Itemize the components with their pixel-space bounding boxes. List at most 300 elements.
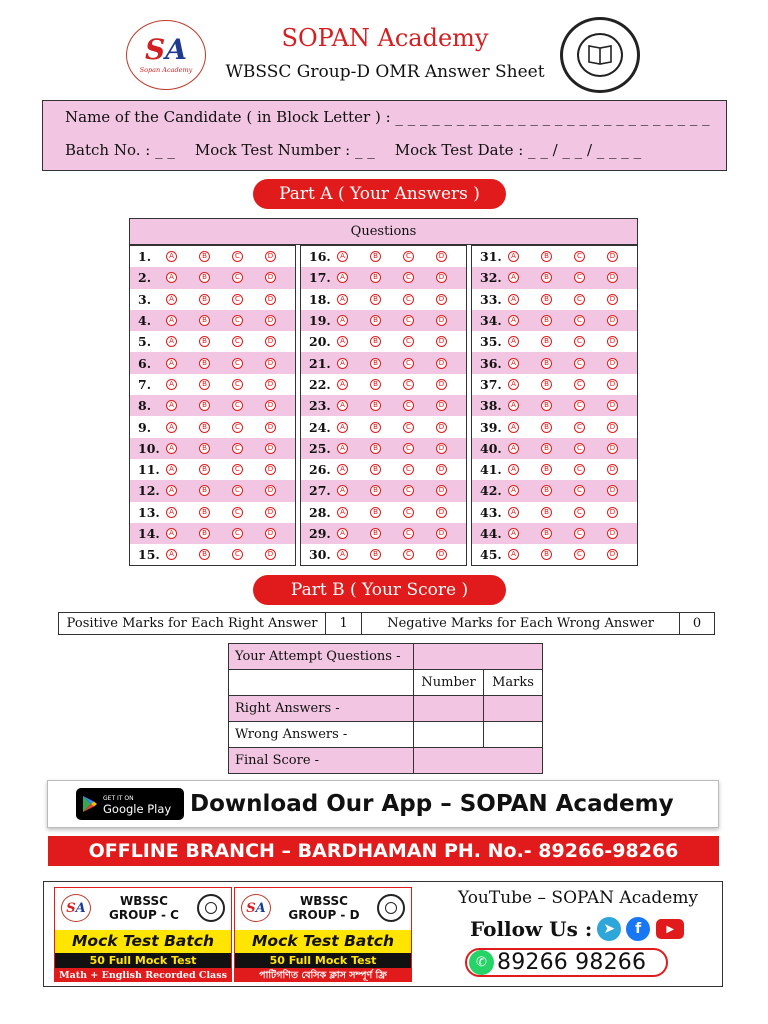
question-number: 32. <box>480 270 502 286</box>
candidate-name-field: Name of the Candidate ( in Block Letter ) : _ _ _ _ _ _ _ _ _ _ _ _ _ _ _ _ _ _ _ _ _ _ _ _ _ _ <box>65 108 710 126</box>
question-row <box>301 352 466 373</box>
card-note-label: Math + English Recorded Class <box>55 968 231 982</box>
answer-bubble-b[interactable]: B <box>370 294 381 305</box>
answer-bubble-b[interactable]: B <box>199 294 210 305</box>
answer-bubble-a[interactable]: A <box>337 294 348 305</box>
card-group-line1: WBSSC <box>120 894 168 908</box>
answer-bubble-b[interactable]: B <box>199 336 210 347</box>
youtube-channel-text: YouTube – SOPAN Academy <box>457 888 699 908</box>
answer-bubble-a[interactable]: A <box>337 528 348 539</box>
answer-bubble-a[interactable]: A <box>166 251 177 262</box>
answer-bubble-a[interactable]: A <box>166 464 177 475</box>
question-number: 13. <box>138 504 160 520</box>
answer-bubble-b[interactable]: B <box>541 272 552 283</box>
question-row <box>301 459 466 480</box>
question-number: 4. <box>138 313 152 329</box>
answer-bubble-c[interactable]: C <box>574 315 585 326</box>
right-answers-marks[interactable] <box>484 696 543 722</box>
answer-bubble-d[interactable]: D <box>607 549 618 560</box>
question-number: 37. <box>480 376 502 392</box>
answer-bubble-d[interactable]: D <box>607 358 618 369</box>
answer-bubble-d[interactable]: D <box>265 443 276 454</box>
question-row <box>130 480 295 501</box>
answer-bubble-b[interactable]: B <box>370 358 381 369</box>
answer-bubble-a[interactable]: A <box>166 422 177 433</box>
google-play-badge[interactable] <box>76 788 184 820</box>
answer-bubble-a[interactable]: A <box>337 443 348 454</box>
answer-bubble-b[interactable]: B <box>541 507 552 518</box>
question-number: 41. <box>480 462 502 478</box>
right-answers-number[interactable] <box>414 696 484 722</box>
answer-bubble-d[interactable]: D <box>607 315 618 326</box>
follow-us-label: Follow Us : <box>470 917 593 941</box>
answer-bubble-c[interactable]: C <box>232 400 243 411</box>
answer-bubble-d[interactable]: D <box>265 422 276 433</box>
question-number: 14. <box>138 526 160 541</box>
answer-bubble-c[interactable]: C <box>574 485 585 496</box>
question-row <box>130 246 295 267</box>
answer-bubble-a[interactable]: A <box>166 379 177 390</box>
answer-bubble-b[interactable]: B <box>370 464 381 475</box>
question-row <box>130 374 295 395</box>
answer-bubble-c[interactable]: C <box>574 507 585 518</box>
answer-bubble-b[interactable]: B <box>199 549 210 560</box>
answer-bubble-b[interactable]: B <box>370 528 381 539</box>
question-number: 26. <box>309 462 331 478</box>
answer-bubble-d[interactable]: D <box>436 528 447 539</box>
answer-bubble-c[interactable]: C <box>403 315 414 326</box>
answer-bubble-a[interactable]: A <box>166 294 177 305</box>
answer-bubble-a[interactable]: A <box>337 251 348 262</box>
answer-bubble-a[interactable]: A <box>337 485 348 496</box>
question-number: 31. <box>480 249 502 265</box>
answer-bubble-a[interactable]: A <box>166 358 177 369</box>
answer-bubble-d[interactable]: D <box>607 464 618 475</box>
question-row <box>130 310 295 331</box>
question-row <box>301 480 466 501</box>
question-number: 6. <box>138 355 152 371</box>
answer-bubble-c[interactable]: C <box>574 379 585 390</box>
question-row <box>472 331 637 352</box>
answer-bubble-a[interactable]: A <box>166 336 177 347</box>
answer-bubble-a[interactable]: A <box>337 549 348 560</box>
question-number: 44. <box>480 526 502 541</box>
answer-bubble-d[interactable]: D <box>436 251 447 262</box>
card-note-label: পাটিগণিত বেসিক ক্লাস সম্পূর্ণ ফ্রি <box>235 968 411 982</box>
answer-bubble-d[interactable]: D <box>607 400 618 411</box>
answer-bubble-a[interactable]: A <box>337 400 348 411</box>
wrong-answers-number[interactable] <box>414 722 484 748</box>
answer-bubble-d[interactable]: D <box>436 379 447 390</box>
answer-bubble-b[interactable]: B <box>541 528 552 539</box>
answer-bubble-d[interactable]: D <box>265 485 276 496</box>
answer-bubble-c[interactable]: C <box>574 464 585 475</box>
answer-bubble-c[interactable]: C <box>403 336 414 347</box>
question-row <box>301 544 466 565</box>
answer-bubble-b[interactable]: B <box>199 464 210 475</box>
attempt-questions-label: Your Attempt Questions - <box>229 644 414 670</box>
answer-bubble-a[interactable]: A <box>508 400 519 411</box>
answer-bubble-a[interactable]: A <box>166 443 177 454</box>
answer-bubble-c[interactable]: C <box>574 336 585 347</box>
answer-bubble-c[interactable]: C <box>403 358 414 369</box>
sopan-logo-small <box>241 894 271 922</box>
question-number: 23. <box>309 398 331 414</box>
questions-header: Questions <box>129 218 638 245</box>
question-number: 2. <box>138 270 152 286</box>
answer-bubble-c[interactable]: C <box>232 272 243 283</box>
answer-bubble-b[interactable]: B <box>199 528 210 539</box>
answer-bubble-a[interactable]: A <box>508 272 519 283</box>
answer-bubble-a[interactable]: A <box>337 336 348 347</box>
answer-bubble-a[interactable]: A <box>337 507 348 518</box>
candidate-info-box <box>42 100 727 171</box>
question-row <box>130 459 295 480</box>
answer-bubble-a[interactable]: A <box>508 507 519 518</box>
answer-bubble-d[interactable]: D <box>436 443 447 454</box>
answer-bubble-c[interactable]: C <box>574 549 585 560</box>
answer-bubble-d[interactable]: D <box>607 294 618 305</box>
answer-bubble-c[interactable]: C <box>403 400 414 411</box>
answer-bubble-c[interactable]: C <box>232 251 243 262</box>
negative-marks-label: Negative Marks for Each Wrong Answer <box>362 613 680 634</box>
question-number: 30. <box>309 547 331 563</box>
answer-bubble-a[interactable]: A <box>337 358 348 369</box>
answer-bubble-d[interactable]: D <box>436 400 447 411</box>
question-row <box>472 544 637 565</box>
question-row <box>301 438 466 459</box>
question-number: 34. <box>480 313 502 329</box>
download-app-banner[interactable] <box>47 780 719 828</box>
group-d-promo-card[interactable] <box>234 887 412 982</box>
question-number: 27. <box>309 483 331 499</box>
answer-bubble-b[interactable]: B <box>541 400 552 411</box>
answer-bubble-d[interactable]: D <box>607 507 618 518</box>
answer-bubble-d[interactable]: D <box>436 336 447 347</box>
answer-bubble-d[interactable]: D <box>607 422 618 433</box>
answer-bubble-a[interactable]: A <box>166 315 177 326</box>
answer-bubble-b[interactable]: B <box>541 251 552 262</box>
question-number: 8. <box>138 398 152 414</box>
question-row <box>472 502 637 523</box>
answer-bubble-a[interactable]: A <box>508 549 519 560</box>
answer-bubble-c[interactable]: C <box>574 422 585 433</box>
telegram-icon[interactable]: ➤ <box>597 917 621 941</box>
answer-bubble-b[interactable]: B <box>199 400 210 411</box>
question-number: 17. <box>309 270 331 286</box>
answer-bubble-d[interactable]: D <box>607 251 618 262</box>
answer-bubble-d[interactable]: D <box>436 294 447 305</box>
question-row <box>130 502 295 523</box>
answer-bubble-d[interactable]: D <box>265 336 276 347</box>
answer-bubble-d[interactable]: D <box>607 379 618 390</box>
answer-bubble-a[interactable]: A <box>337 464 348 475</box>
answer-bubble-b[interactable]: B <box>199 443 210 454</box>
answer-bubble-a[interactable]: A <box>508 528 519 539</box>
answer-bubble-a[interactable]: A <box>337 315 348 326</box>
question-row <box>472 480 637 501</box>
answer-bubble-b[interactable]: B <box>199 315 210 326</box>
answer-bubble-b[interactable]: B <box>199 507 210 518</box>
answer-bubble-a[interactable]: A <box>508 294 519 305</box>
whatsapp-phone-pill[interactable] <box>465 948 668 977</box>
question-row <box>130 267 295 288</box>
answer-bubble-d[interactable]: D <box>607 443 618 454</box>
answer-bubble-d[interactable]: D <box>265 251 276 262</box>
answer-bubble-b[interactable]: B <box>541 379 552 390</box>
question-number: 21. <box>309 355 331 371</box>
answer-bubble-c[interactable]: C <box>574 272 585 283</box>
answer-bubble-d[interactable]: D <box>265 549 276 560</box>
answer-bubble-c[interactable]: C <box>403 272 414 283</box>
question-row <box>301 331 466 352</box>
answer-bubble-b[interactable]: B <box>370 251 381 262</box>
answer-bubble-d[interactable]: D <box>436 422 447 433</box>
question-number: 20. <box>309 334 331 350</box>
question-number: 15. <box>138 547 160 563</box>
answer-bubble-a[interactable]: A <box>508 379 519 390</box>
answer-bubble-c[interactable]: C <box>574 443 585 454</box>
answer-bubble-c[interactable]: C <box>403 294 414 305</box>
google-play-icon <box>82 795 98 813</box>
answer-bubble-c[interactable]: C <box>232 485 243 496</box>
answer-bubble-c[interactable]: C <box>403 528 414 539</box>
answer-bubble-c[interactable]: C <box>403 485 414 496</box>
question-row <box>130 352 295 373</box>
answer-bubble-c[interactable]: C <box>232 422 243 433</box>
question-number: 12. <box>138 483 160 499</box>
answer-bubble-b[interactable]: B <box>370 549 381 560</box>
answer-bubble-d[interactable]: D <box>607 272 618 283</box>
answer-bubble-a[interactable]: A <box>337 272 348 283</box>
logo-a: A <box>165 33 187 66</box>
batch-number-field: Batch No. : _ _ <box>65 141 175 159</box>
marks-scheme-bar <box>58 612 715 635</box>
google-play-small-text: GET IT ON <box>103 795 134 802</box>
answer-bubble-d[interactable]: D <box>265 358 276 369</box>
part-a-heading: Part A ( Your Answers ) <box>253 179 506 209</box>
question-row <box>301 246 466 267</box>
answer-bubble-b[interactable]: B <box>541 549 552 560</box>
question-number: 25. <box>309 440 331 456</box>
question-row <box>130 395 295 416</box>
answer-bubble-a[interactable]: A <box>508 443 519 454</box>
right-answers-label: Right Answers - <box>229 696 414 722</box>
answer-bubble-b[interactable]: B <box>199 251 210 262</box>
logo-s: S <box>145 33 166 66</box>
question-row <box>130 331 295 352</box>
answer-bubble-c[interactable]: C <box>403 422 414 433</box>
question-number: 35. <box>480 334 502 350</box>
answer-bubble-b[interactable]: B <box>199 379 210 390</box>
answer-bubble-a[interactable]: A <box>508 251 519 262</box>
question-number: 10. <box>138 440 160 456</box>
answer-bubble-b[interactable]: B <box>541 315 552 326</box>
answer-bubble-a[interactable]: A <box>508 485 519 496</box>
answer-bubble-b[interactable]: B <box>541 422 552 433</box>
answer-bubble-a[interactable]: A <box>166 528 177 539</box>
answer-bubble-a[interactable]: A <box>508 336 519 347</box>
answer-bubble-b[interactable]: B <box>541 443 552 454</box>
wrong-answers-marks[interactable] <box>484 722 543 748</box>
answer-bubble-c[interactable]: C <box>574 528 585 539</box>
question-row <box>472 246 637 267</box>
question-number: 3. <box>138 291 152 307</box>
answer-bubble-c[interactable]: C <box>403 549 414 560</box>
answer-bubble-d[interactable]: D <box>607 528 618 539</box>
card-group-line1: WBSSC <box>300 894 348 908</box>
answer-bubble-d[interactable]: D <box>436 549 447 560</box>
promo-box <box>43 881 723 987</box>
question-number: 9. <box>138 419 152 435</box>
answer-bubble-d[interactable]: D <box>265 464 276 475</box>
answer-bubble-c[interactable]: C <box>232 315 243 326</box>
wbssc-seal-small-icon <box>377 894 405 922</box>
question-number: 29. <box>309 526 331 541</box>
answer-bubble-c[interactable]: C <box>232 549 243 560</box>
answer-bubble-c[interactable]: C <box>403 251 414 262</box>
answer-bubble-c[interactable]: C <box>232 294 243 305</box>
question-row <box>472 523 637 544</box>
question-number: 7. <box>138 376 152 392</box>
question-row <box>130 289 295 310</box>
answer-bubble-c[interactable]: C <box>403 379 414 390</box>
answer-bubble-c[interactable]: C <box>232 336 243 347</box>
answer-bubble-c[interactable]: C <box>232 379 243 390</box>
answer-bubble-c[interactable]: C <box>232 464 243 475</box>
question-number: 1. <box>138 249 152 265</box>
answer-bubble-d[interactable]: D <box>265 400 276 411</box>
mock-test-number-field: Mock Test Number : _ _ <box>194 141 375 159</box>
answer-bubble-d[interactable]: D <box>436 315 447 326</box>
answer-bubble-a[interactable]: A <box>337 379 348 390</box>
wrong-answers-label: Wrong Answers - <box>229 722 414 748</box>
question-column-2 <box>300 245 467 566</box>
part-b-heading: Part B ( Your Score ) <box>253 575 506 605</box>
question-row <box>130 438 295 459</box>
answer-bubble-d[interactable]: D <box>436 507 447 518</box>
answer-bubble-a[interactable]: A <box>337 422 348 433</box>
answer-bubble-c[interactable]: C <box>232 443 243 454</box>
answer-bubble-c[interactable]: C <box>574 400 585 411</box>
answer-bubble-c[interactable]: C <box>232 358 243 369</box>
answer-bubble-c[interactable]: C <box>403 507 414 518</box>
answer-bubble-d[interactable]: D <box>265 507 276 518</box>
answer-bubble-b[interactable]: B <box>370 422 381 433</box>
card-tests-label: 50 Full Mock Test <box>235 953 411 968</box>
answer-bubble-b[interactable]: B <box>370 272 381 283</box>
answer-bubble-b[interactable]: B <box>370 315 381 326</box>
answer-bubble-b[interactable]: B <box>199 358 210 369</box>
answer-bubble-c[interactable]: C <box>232 528 243 539</box>
question-row <box>472 438 637 459</box>
answer-bubble-d[interactable]: D <box>436 358 447 369</box>
answer-bubble-d[interactable]: D <box>436 485 447 496</box>
answer-bubble-c[interactable]: C <box>574 251 585 262</box>
mock-test-date-field: Mock Test Date : _ _ / _ _ / _ _ _ _ <box>394 141 642 159</box>
answer-bubble-b[interactable]: B <box>370 400 381 411</box>
answer-bubble-c[interactable]: C <box>232 507 243 518</box>
answer-bubble-a[interactable]: A <box>166 507 177 518</box>
question-row <box>301 374 466 395</box>
whatsapp-icon: ✆ <box>469 950 494 975</box>
answer-bubble-a[interactable]: A <box>166 549 177 560</box>
question-number: 42. <box>480 483 502 499</box>
answer-bubble-b[interactable]: B <box>199 422 210 433</box>
card-group-line2: GROUP - C <box>109 908 179 922</box>
candidate-details-row <box>65 141 641 159</box>
answer-bubble-d[interactable]: D <box>265 272 276 283</box>
answer-bubble-d[interactable]: D <box>436 272 447 283</box>
answer-bubble-a[interactable]: A <box>508 464 519 475</box>
answer-bubble-b[interactable]: B <box>541 464 552 475</box>
group-c-promo-card[interactable] <box>54 887 232 982</box>
attempt-questions-value[interactable] <box>414 644 543 670</box>
download-app-text: Download Our App – SOPAN Academy <box>190 791 674 817</box>
answer-bubble-c[interactable]: C <box>574 294 585 305</box>
answer-bubble-b[interactable]: B <box>370 379 381 390</box>
answer-bubble-a[interactable]: A <box>166 485 177 496</box>
final-score-value[interactable] <box>414 748 543 774</box>
positive-marks-label: Positive Marks for Each Right Answer <box>59 613 326 634</box>
answer-bubble-b[interactable]: B <box>199 485 210 496</box>
answer-bubble-a[interactable]: A <box>508 358 519 369</box>
question-row <box>472 459 637 480</box>
answer-bubble-a[interactable]: A <box>508 422 519 433</box>
question-row <box>472 289 637 310</box>
answer-bubble-b[interactable]: B <box>541 485 552 496</box>
answer-bubble-a[interactable]: A <box>166 400 177 411</box>
answer-bubble-c[interactable]: C <box>403 443 414 454</box>
question-number: 16. <box>309 249 331 265</box>
answer-bubble-b[interactable]: B <box>199 272 210 283</box>
answer-bubble-a[interactable]: A <box>508 315 519 326</box>
answer-bubble-d[interactable]: D <box>265 528 276 539</box>
question-number: 38. <box>480 398 502 414</box>
final-score-label: Final Score - <box>229 748 414 774</box>
sopan-logo-small <box>61 894 91 922</box>
answer-bubble-b[interactable]: B <box>370 507 381 518</box>
mini-logo-a: A <box>255 900 266 916</box>
question-row <box>301 289 466 310</box>
question-number: 36. <box>480 355 502 371</box>
card-batch-label: Mock Test Batch <box>235 930 411 953</box>
question-row <box>472 310 637 331</box>
answer-bubble-c[interactable]: C <box>403 464 414 475</box>
answer-bubble-d[interactable]: D <box>607 336 618 347</box>
offline-branch-banner: OFFLINE BRANCH – BARDHAMAN PH. No.- 89266-98266 <box>48 836 719 866</box>
wbssc-seal-icon <box>560 17 640 93</box>
youtube-icon[interactable]: ▶ <box>656 919 684 939</box>
answer-bubble-b[interactable]: B <box>370 336 381 347</box>
answer-bubble-c[interactable]: C <box>574 358 585 369</box>
answer-bubble-b[interactable]: B <box>541 358 552 369</box>
answer-bubble-d[interactable]: D <box>607 485 618 496</box>
facebook-icon[interactable]: f <box>626 917 650 941</box>
answer-bubble-d[interactable]: D <box>265 315 276 326</box>
answer-bubble-b[interactable]: B <box>370 443 381 454</box>
answer-bubble-d[interactable]: D <box>436 464 447 475</box>
question-number: 11. <box>138 462 160 478</box>
col-number-header: Number <box>414 670 484 696</box>
answer-bubble-d[interactable]: D <box>265 294 276 305</box>
answer-bubble-b[interactable]: B <box>541 294 552 305</box>
answer-bubble-d[interactable]: D <box>265 379 276 390</box>
answer-bubble-b[interactable]: B <box>541 336 552 347</box>
answer-bubble-a[interactable]: A <box>166 272 177 283</box>
answer-bubble-b[interactable]: B <box>370 485 381 496</box>
question-number: 22. <box>309 376 331 392</box>
